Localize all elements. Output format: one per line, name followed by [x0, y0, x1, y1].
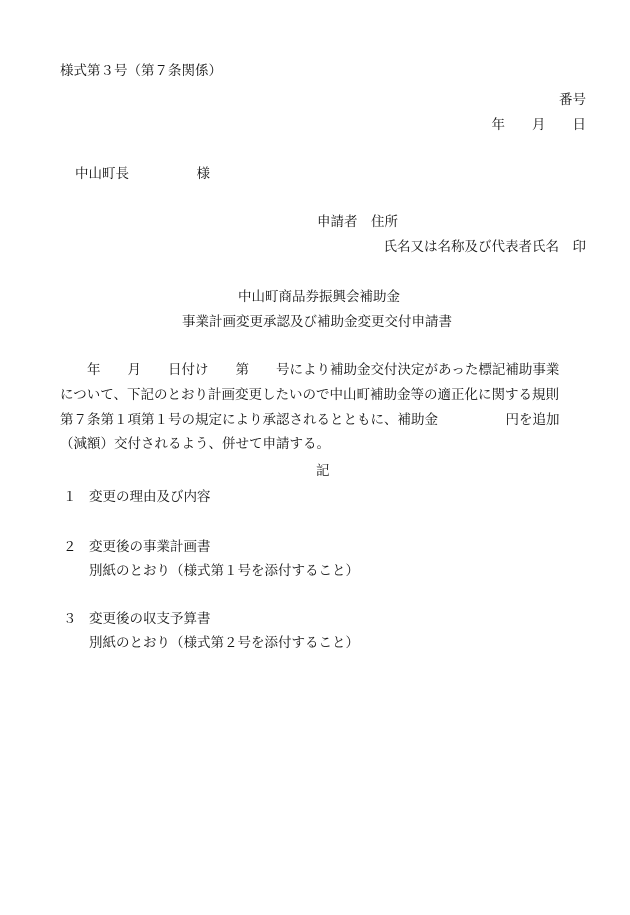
item-3-note: 別紙のとおり（様式第２号を添付すること）: [89, 635, 359, 651]
body-line-1: 年 月 日付け 第 号により補助金交付決定があった標記補助事業: [60, 362, 560, 378]
ki-heading: 記: [316, 463, 330, 479]
body-line-2: について、下記のとおり計画変更したいので中山町補助金等の適正化に関する規則: [60, 387, 559, 403]
form-number: 様式第３号（第７条関係）: [60, 63, 222, 79]
item-3-label: 変更後の収支予算書: [89, 611, 211, 627]
body-line-4: （減額）交付されるよう、併せて申請する。: [60, 436, 330, 452]
addressee: 中山町長 様: [75, 166, 210, 182]
body-line-3: 第７条第１項第１号の規定により承認されるとともに、補助金 円を追加: [60, 412, 560, 428]
applicant-name-label: 氏名又は名称及び代表者氏名 印: [383, 239, 586, 255]
date-label: 年 月 日: [491, 117, 586, 133]
item-2-note: 別紙のとおり（様式第１号を添付すること）: [89, 563, 359, 579]
number-label: 番号: [559, 92, 586, 108]
item-1-number: １: [63, 489, 77, 505]
item-2-number: ２: [63, 539, 77, 555]
item-1-label: 変更の理由及び内容: [89, 489, 211, 505]
applicant-address-label: 申請者 住所: [317, 214, 398, 230]
title-line-1: 中山町商品券振興会補助金: [238, 289, 400, 305]
item-3-number: ３: [63, 611, 77, 627]
title-line-2: 事業計画変更承認及び補助金変更交付申請書: [182, 314, 452, 330]
item-2-label: 変更後の事業計画書: [89, 539, 211, 555]
